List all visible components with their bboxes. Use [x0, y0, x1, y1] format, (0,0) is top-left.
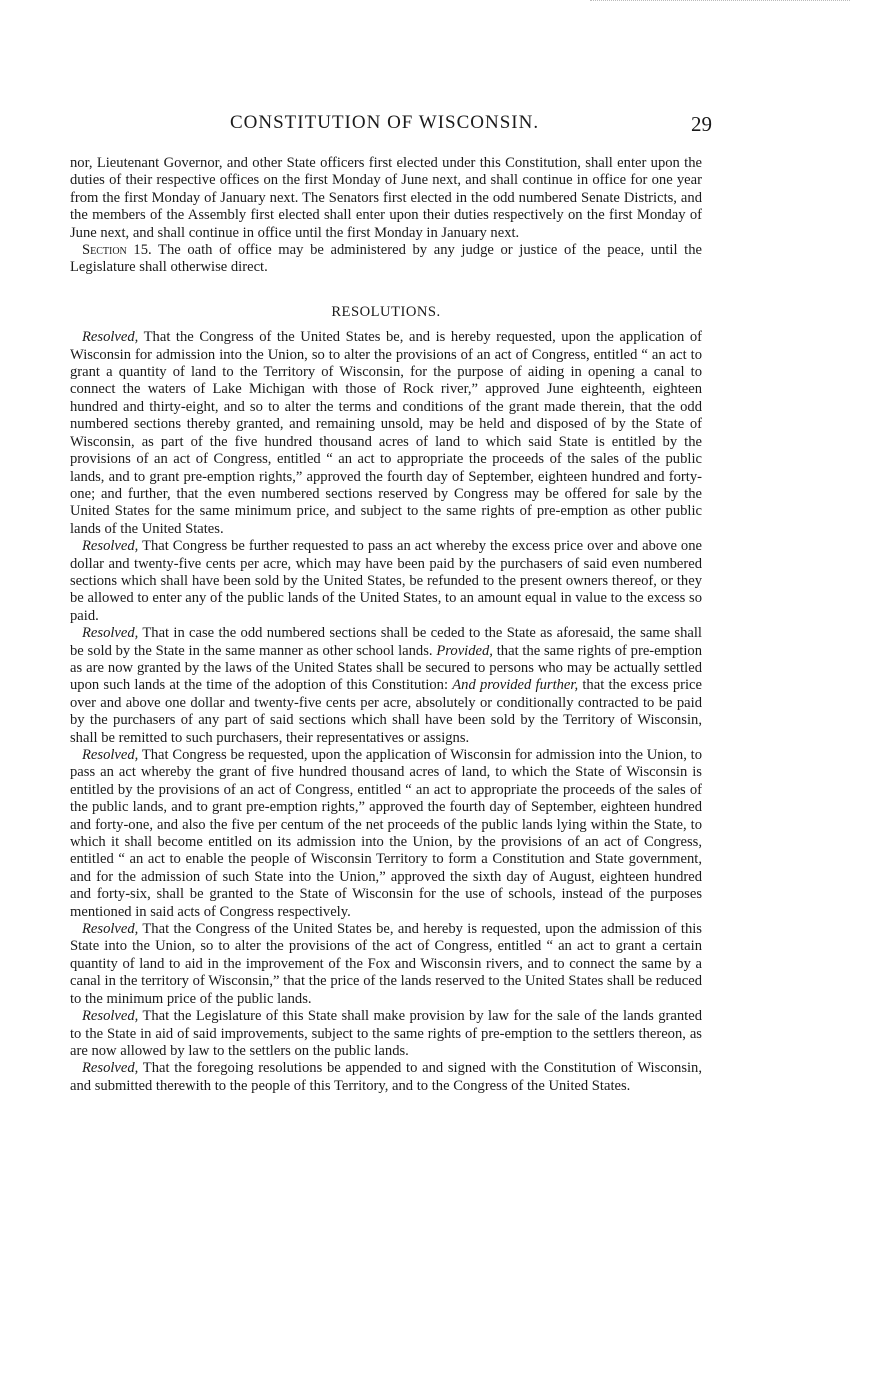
running-title: CONSTITUTION OF WISCONSIN.	[230, 112, 540, 133]
scan-artifact-dots	[590, 0, 850, 11]
resolution-proviso: And provided further,	[452, 677, 579, 694]
resolution-text: That in case the odd numbered sections shall be ceded to the State as aforesaid, the same shall be sold by the State in the same manner as other school lands.	[70, 625, 702, 659]
resolutions-heading: RESOLUTIONS.	[331, 303, 441, 320]
resolution-7	[70, 1060, 702, 1095]
resolution-text: That Congress be further requested to pass an act whereby the excess price over and above one dollar and twenty-five cents per acre, which may have been paid by the purchasers of said even numbered sections which shall have been sold by the United States, be refunded to the present owners thereof, or they be allowed to enter any of the public lands of the United States, to an amount equal in value to the excess so paid.	[70, 538, 702, 624]
resolution-4	[70, 747, 702, 921]
resolution-3	[70, 625, 702, 747]
resolution-text: That the Congress of the United States be, and is hereby requested, upon the application of Wisconsin for admission into the Union, so to alter the provisions of an act of Congress, entitled “ an act to grant a quantity of land to the Territory of Wisconsin, for the purpose of aiding in opening a canal to connect the waters of Lake Michigan with those of Rock river,” approved June eighteenth, eighteen hundred and thirty-eight, and so to alter the terms and conditions of the grant made therein, that the odd numbered sections thereby granted, and remaining unsold, may be held and disposed of by the State of Wisconsin, as part of the five hundred thousand acres of land to which said State is entitled by the provisions of an act of Congress, entitled “ an act to appropriate the proceeds of the sales of the public lands, and to grant pre-emption rights,” approved the fourth day of September, eighteen hundred and forty-one; and further, that the even numbered sections reserved by Congress may be offered for sale by the United States for the same minimum price, and subject to the same rights of pre-emption as other public lands of the United States.	[70, 329, 702, 537]
resolution-text: That the Congress of the United States be, and hereby is requested, upon the admission of this State into the Union, so to alter the provisions of the act of Congress, entitled “ an act to grant a certain quantity of land to aid in the improvement of the Fox and Wisconsin rivers, and to connect the same by a canal in the territory of Wisconsin,” that the price of the lands reserved to the United States shall be reduced to the minimum price of the public lands.	[70, 921, 702, 1007]
resolution-lead: Resolved,	[82, 538, 139, 555]
resolution-5	[70, 921, 702, 1008]
section-15-label: Section 15.	[82, 242, 152, 259]
intro-paragraph: nor, Lieutenant Governor, and other State officers first elected under this Constitution, shall enter upon the duties of their respective offices on the first Monday of June next, and shall continue in office for one year from the first Monday of January next. The Senators first elected in the odd numbered Senate Districts, and the members of the Assembly first elected shall enter upon their duties respectively on the first Monday of June next, and shall continue in office until the first Monday in January next.	[70, 155, 702, 241]
running-header	[70, 112, 710, 142]
resolution-1	[70, 329, 702, 538]
page-number: 29	[691, 112, 712, 136]
resolution-lead: Resolved,	[82, 625, 139, 642]
resolution-lead: Resolved,	[82, 921, 139, 938]
body-text	[70, 155, 702, 1095]
resolution-text: that the same rights of pre-emption as are now granted by the laws of the United States shall be secured to persons who may be actually settled upon such lands at the time of the adoption of this Constitution:	[70, 642, 702, 694]
section-15-paragraph	[70, 242, 702, 277]
resolution-lead: Resolved,	[82, 747, 139, 763]
resolution-text: That the foregoing resolutions be appended to and signed with the Constitution of Wisconsin, and submitted therewith to the people of this Territory, and to the Congress of the United States.	[70, 1060, 703, 1094]
resolution-text: that the excess price over and above one dollar and twenty-five cents per acre, absolutely or conditionally contracted to be paid by the purchasers of any part of said sections which shall have been sold by the Territory of Wisconsin, shall be remitted to such purchasers, their representatives or assigns.	[70, 677, 702, 746]
resolution-text: That Congress be requested, upon the application of Wisconsin for admission into the Union, to pass an act whereby the grant of five hundred thousand acres of land, to which the State of Wisconsin is entitled by the provisions of an act of Congress, entitled “ an act to appropriate the proceeds of the sales of the public lands, and to grant pre-emption rights,” approved the fourth day of September, eighteen hundred and forty-one, and also the five per centum of the net proceeds of the public lands lying within the State, to which it shall become entitled on its admission into the Union, by the provisions of an act of Congress, entitled “ an act to enable the people of Wisconsin Territory to form a Constitution and State government, and for the admission of such State into the Union,” approved the sixth day of August, eighteen hundred and forty-six, shall be granted to the State of Wisconsin for the use of schools, instead of the purposes mentioned in said acts of Congress respectively.	[70, 747, 702, 920]
resolution-lead: Resolved,	[82, 329, 139, 346]
section-15-text: The oath of office may be administered by any judge or justice of the peace, until the Legislature shall otherwise direct.	[70, 242, 702, 276]
resolution-lead: Resolved,	[82, 1008, 139, 1025]
resolution-lead: Resolved,	[82, 1060, 139, 1077]
resolution-proviso: Provided,	[436, 642, 493, 659]
resolution-2	[70, 538, 702, 625]
resolution-6	[70, 1008, 702, 1060]
resolution-text: That the Legislature of this State shall make provision by law for the sale of the lands granted to the State in aid of said improvements, subject to the same rights of pre-emption to the settlers thereon, as are now allowed by law to the settlers on the public lands.	[70, 1008, 702, 1059]
